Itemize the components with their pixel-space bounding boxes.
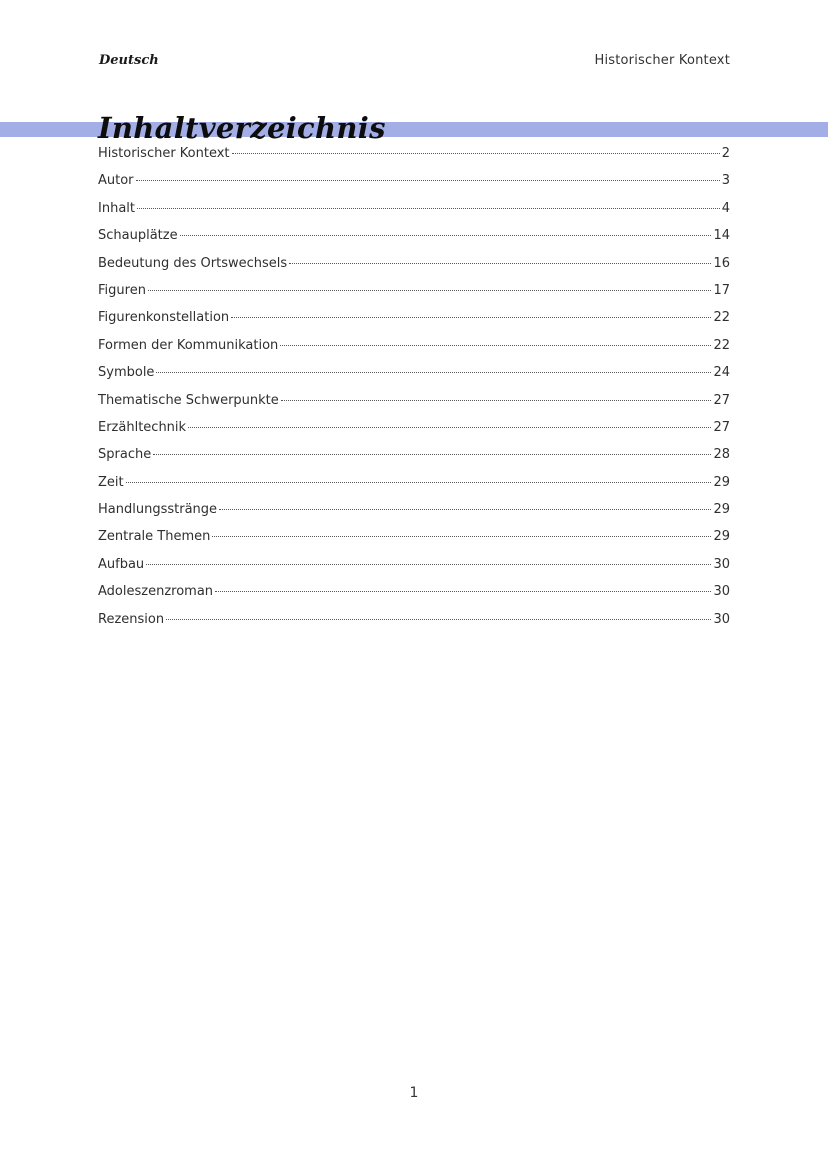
toc-dot-leader bbox=[281, 400, 712, 401]
table-of-contents bbox=[98, 146, 730, 639]
toc-dot-leader bbox=[188, 427, 711, 428]
toc-entry-label: Rezension bbox=[98, 611, 165, 627]
toc-entry-page: 29 bbox=[713, 529, 730, 545]
toc-entry-label: Inhalt bbox=[98, 200, 135, 216]
toc-entry-label: Handlungsstränge bbox=[98, 502, 218, 518]
page-number: 1 bbox=[409, 1085, 419, 1101]
toc-entry-page: 22 bbox=[713, 310, 730, 326]
toc-dot-leader bbox=[231, 317, 711, 318]
toc-dot-leader bbox=[232, 153, 720, 154]
toc-dot-leader bbox=[219, 509, 711, 510]
toc-entry-page: 14 bbox=[713, 228, 730, 244]
toc-entry[interactable] bbox=[98, 146, 730, 173]
toc-entry[interactable] bbox=[98, 310, 730, 337]
toc-entry[interactable] bbox=[98, 529, 730, 556]
toc-entry-page: 27 bbox=[713, 419, 730, 435]
toc-entry-label: Autor bbox=[98, 173, 134, 189]
toc-entry-page: 29 bbox=[713, 502, 730, 518]
toc-entry[interactable] bbox=[98, 173, 730, 200]
toc-entry-label: Historischer Kontext bbox=[98, 146, 230, 161]
header-subject: Deutsch bbox=[99, 53, 159, 68]
toc-dot-leader bbox=[146, 564, 711, 565]
toc-dot-leader bbox=[280, 345, 711, 346]
toc-entry-label: Symbole bbox=[98, 365, 155, 381]
toc-entry-page: 30 bbox=[713, 556, 730, 572]
toc-entry-label: Schauplätze bbox=[98, 228, 178, 244]
toc-entry[interactable] bbox=[98, 612, 730, 639]
toc-entry[interactable] bbox=[98, 447, 730, 474]
toc-entry-label: Aufbau bbox=[98, 556, 145, 572]
toc-dot-leader bbox=[289, 263, 711, 264]
toc-entry[interactable] bbox=[98, 228, 730, 255]
toc-entry[interactable] bbox=[98, 283, 730, 310]
toc-dot-leader bbox=[215, 591, 711, 592]
toc-entry-label: Figurenkonstellation bbox=[98, 310, 230, 326]
toc-entry[interactable] bbox=[98, 557, 730, 584]
toc-dot-leader bbox=[137, 208, 720, 209]
toc-entry-page: 22 bbox=[713, 337, 730, 353]
toc-entry-label: Zeit bbox=[98, 474, 124, 490]
toc-entry-page: 28 bbox=[713, 447, 730, 463]
toc-entry-page: 30 bbox=[713, 611, 730, 627]
toc-entry-page: 24 bbox=[713, 365, 730, 381]
toc-entry[interactable] bbox=[98, 338, 730, 365]
toc-dot-leader bbox=[126, 482, 712, 483]
toc-entry-page: 29 bbox=[713, 474, 730, 490]
toc-entry-page: 2 bbox=[721, 146, 730, 161]
toc-entry[interactable] bbox=[98, 420, 730, 447]
toc-dot-leader bbox=[136, 180, 720, 181]
toc-dot-leader bbox=[148, 290, 712, 291]
toc-entry[interactable] bbox=[98, 201, 730, 228]
toc-entry-label: Zentrale Themen bbox=[98, 529, 211, 545]
toc-dot-leader bbox=[212, 536, 711, 537]
toc-entry-page: 30 bbox=[713, 584, 730, 600]
toc-entry-page: 3 bbox=[721, 173, 730, 189]
toc-entry-label: Formen der Kommunikation bbox=[98, 337, 279, 353]
toc-entry-page: 16 bbox=[713, 255, 730, 271]
toc-entry[interactable] bbox=[98, 256, 730, 283]
toc-entry[interactable] bbox=[98, 584, 730, 611]
toc-entry-label: Sprache bbox=[98, 447, 152, 463]
toc-dot-leader bbox=[180, 235, 712, 236]
toc-entry[interactable] bbox=[98, 475, 730, 502]
toc-entry-label: Figuren bbox=[98, 282, 146, 298]
toc-entry-page: 27 bbox=[713, 392, 730, 408]
header-section: Historischer Kontext bbox=[594, 53, 730, 68]
page-title: Inhaltverzeichnis bbox=[98, 111, 386, 145]
toc-dot-leader bbox=[153, 454, 711, 455]
toc-dot-leader bbox=[156, 372, 711, 373]
toc-entry-label: Adoleszenzroman bbox=[98, 584, 214, 600]
toc-entry[interactable] bbox=[98, 365, 730, 392]
toc-entry-label: Thematische Schwerpunkte bbox=[98, 392, 279, 408]
toc-dot-leader bbox=[166, 619, 711, 620]
toc-entry-label: Bedeutung des Ortswechsels bbox=[98, 255, 288, 271]
toc-entry[interactable] bbox=[98, 502, 730, 529]
toc-entry-page: 4 bbox=[721, 200, 730, 216]
toc-entry[interactable] bbox=[98, 393, 730, 420]
toc-entry-page: 17 bbox=[713, 282, 730, 298]
toc-entry-label: Erzähltechnik bbox=[98, 419, 187, 435]
